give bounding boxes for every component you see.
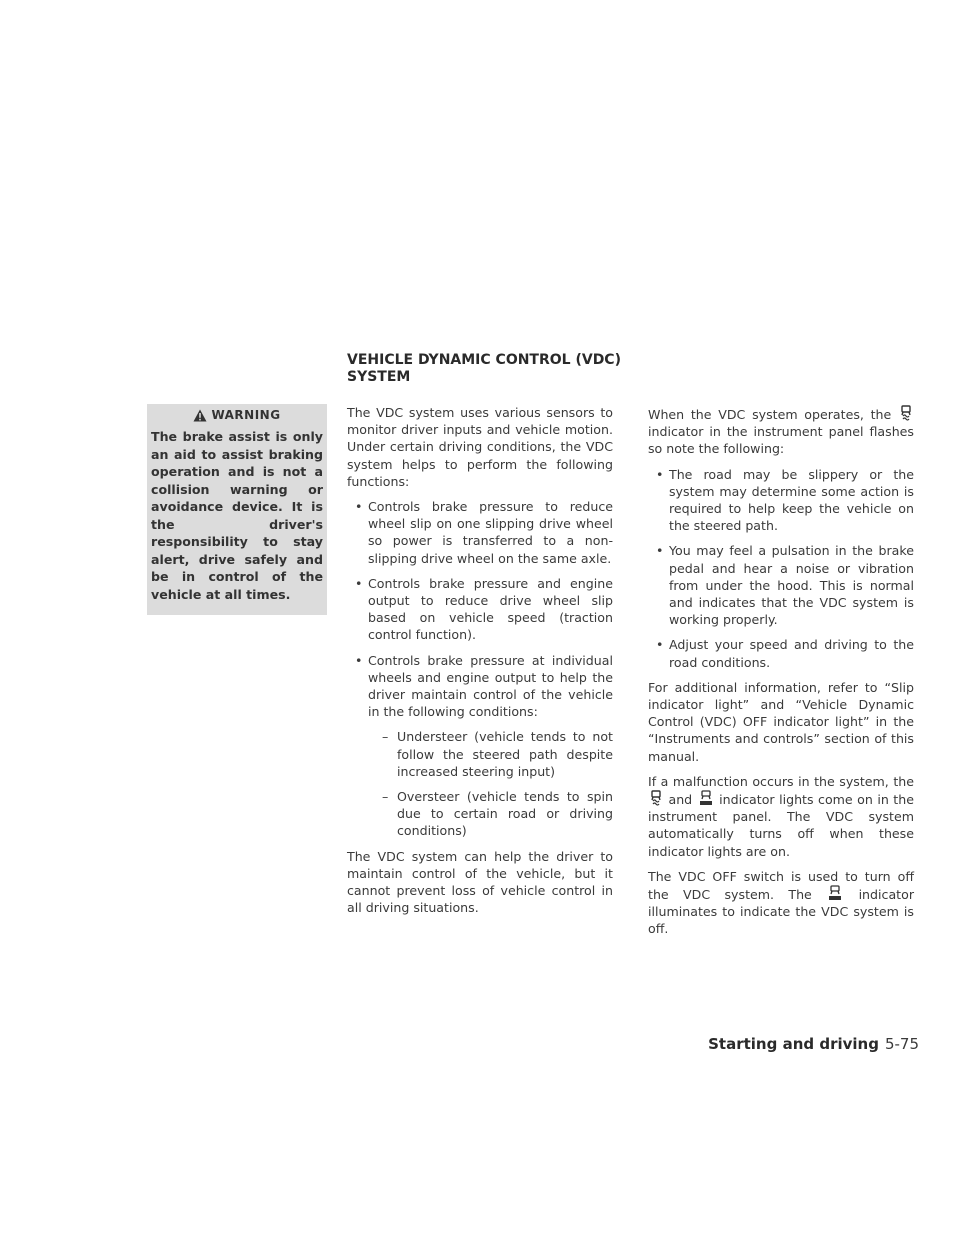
malfunction-text-b: and bbox=[668, 792, 693, 808]
operation-paragraph bbox=[648, 405, 914, 458]
bullet-item: • Controls brake pressure and engine output to reduce drive wheel slip based on vehicle speed (traction control function). bbox=[347, 575, 613, 644]
dash-item: – Understeer (vehicle tends to not follow the steered path despite increased steering input) bbox=[347, 728, 613, 780]
operation-text-b: indicator in the instrument panel flashes so note the following: bbox=[648, 424, 914, 457]
dash-item: – Oversteer (vehicle tends to spin due to certain road or driving conditions) bbox=[347, 788, 613, 840]
vdc-off-paragraph bbox=[648, 868, 914, 938]
page-footer bbox=[708, 1035, 919, 1053]
vdc-off-text-a: The VDC OFF switch is used to turn off the VDC system. The bbox=[648, 868, 914, 903]
warning-label: WARNING bbox=[211, 408, 281, 422]
warning-triangle-icon bbox=[193, 409, 207, 422]
bullet-item: • You may feel a pulsation in the brake pedal and hear a noise or vibration from under the hood. This is normal and indicates that the VDC system is working properly. bbox=[648, 542, 914, 628]
right-column bbox=[648, 405, 914, 946]
bullet-item: • Controls brake pressure at individual wheels and engine output to help the driver maintain control of the vehicle in the following conditions: bbox=[347, 652, 613, 721]
bullet-item: • The road may be slippery or the system may determine some action is required to help keep the vehicle on the steered path. bbox=[648, 466, 914, 535]
slip-indicator-icon bbox=[649, 790, 663, 806]
warning-box bbox=[147, 404, 327, 615]
closing-paragraph: The VDC system can help the driver to maintain control of the vehicle, but it cannot prevent loss of vehicle control in all driving situations. bbox=[347, 848, 613, 916]
reference-paragraph: For additional information, refer to “Slip indicator light” and “Vehicle Dynamic Control (VDC) OFF indicator light” in the “Instruments and controls” section of this manual. bbox=[648, 679, 914, 764]
bullet-item: • Adjust your speed and driving to the road conditions. bbox=[648, 636, 914, 670]
warning-text: The brake assist is only an aid to assist braking operation and is not a collision warning or avoidance device. It is the driver's responsibility to stay alert, drive safely and be in control of the vehicle at all times. bbox=[151, 429, 323, 602]
middle-column bbox=[347, 404, 613, 924]
section-title: VEHICLE DYNAMIC CONTROL (VDC) SYSTEM bbox=[347, 352, 621, 385]
malfunction-text-c: indicator lights come on in the instrument panel. The VDC system automatically turns off when these indicator lights are on. bbox=[648, 792, 914, 859]
operation-text-a: When the VDC system operates, the bbox=[648, 407, 892, 422]
vdc-off-indicator-icon bbox=[698, 790, 714, 806]
malfunction-paragraph bbox=[648, 773, 914, 860]
intro-paragraph: The VDC system uses various sensors to monitor driver inputs and vehicle motion. Under certain driving conditions, the VDC system helps to perform the following functions: bbox=[347, 405, 613, 489]
footer-section: Starting and driving bbox=[708, 1035, 879, 1053]
warning-header bbox=[147, 408, 327, 422]
page-number: 5-75 bbox=[884, 1035, 919, 1053]
bullet-item: • Controls brake pressure to reduce wheel slip on one slipping drive wheel so power is transferred to a non-slipping drive wheel on the same axle. bbox=[347, 498, 613, 567]
slip-indicator-icon bbox=[899, 405, 913, 421]
malfunction-text-a: If a malfunction occurs in the system, the bbox=[648, 773, 914, 789]
vdc-off-indicator-icon bbox=[827, 885, 843, 901]
vdc-off-text-b: indicator illuminates to indicate the VDC system is off. bbox=[648, 887, 914, 937]
